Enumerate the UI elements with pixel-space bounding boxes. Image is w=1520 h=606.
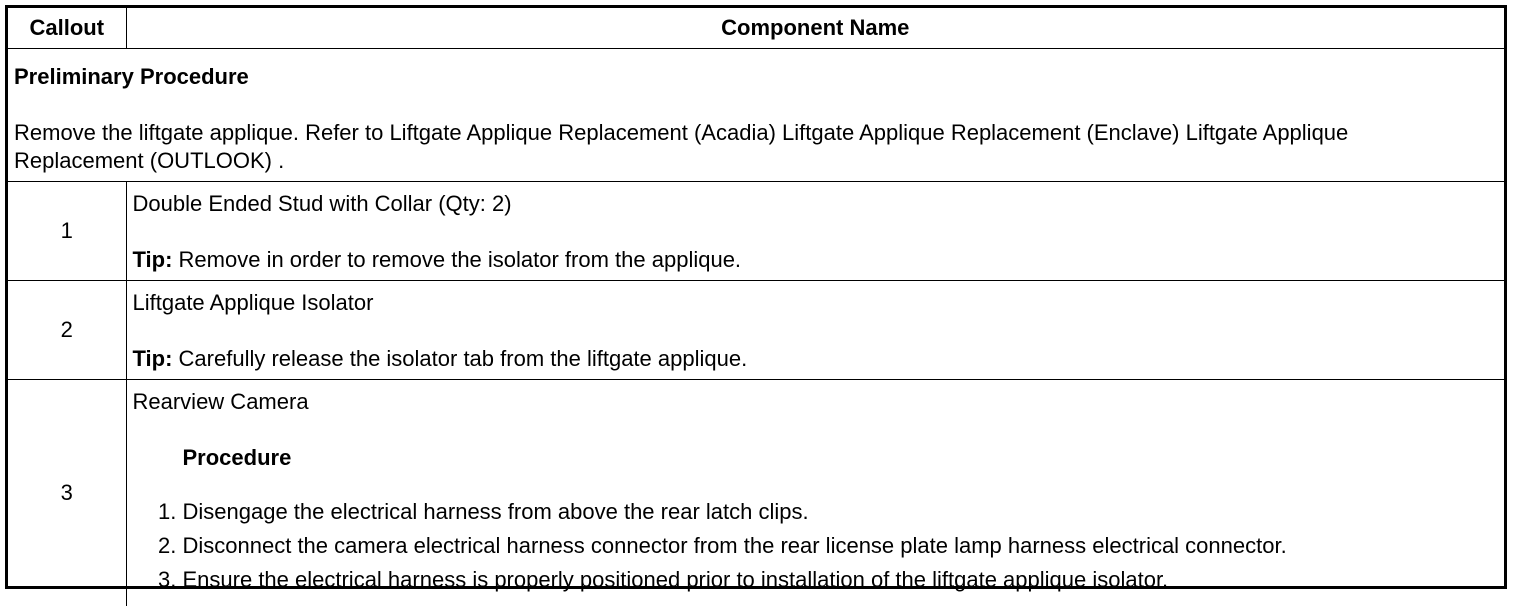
tip-text (133, 345, 1499, 373)
tip-label: Tip: (133, 247, 173, 272)
preliminary-text: Remove the liftgate applique. Refer to Liftgate Applique Replacement (Acadia) Liftgate Applique Replacement (Enclave) Liftgate Applique Replacement (OUTLOOK) . (14, 119, 1498, 175)
preliminary-row (8, 49, 1504, 182)
component-name: Rearview Camera (133, 388, 1499, 416)
callout-number: 1 (8, 182, 126, 281)
component-cell (126, 182, 1504, 281)
table-row (8, 380, 1504, 606)
tip-body: Remove in order to remove the isolator from the applique. (172, 247, 741, 272)
component-name: Liftgate Applique Isolator (133, 289, 1499, 317)
preliminary-cell (8, 49, 1504, 182)
preliminary-heading: Preliminary Procedure (14, 63, 1498, 91)
tip-body: Carefully release the isolator tab from the liftgate applique. (172, 346, 747, 371)
procedure-heading: Procedure (183, 444, 1499, 472)
component-cell (126, 281, 1504, 380)
procedure-step: 1. Disengage the electrical harness from above the rear latch clips. (183, 498, 1499, 526)
tip-text (133, 246, 1499, 274)
header-component-name: Component Name (126, 8, 1504, 49)
callout-number: 2 (8, 281, 126, 380)
procedure-steps (133, 498, 1499, 594)
component-table-frame (5, 5, 1507, 589)
table-header-row (8, 8, 1504, 49)
procedure-step: 2. Disconnect the camera electrical harness connector from the rear license plate lamp harness electrical connector. (183, 532, 1499, 560)
table-row (8, 182, 1504, 281)
component-name: Double Ended Stud with Collar (Qty: 2) (133, 190, 1499, 218)
callout-number: 3 (8, 380, 126, 606)
component-table (8, 8, 1504, 606)
table-row (8, 281, 1504, 380)
procedure-step: 3. Ensure the electrical harness is properly positioned prior to installation of the liftgate applique isolator. (183, 566, 1499, 594)
component-cell (126, 380, 1504, 606)
tip-label: Tip: (133, 346, 173, 371)
header-callout: Callout (8, 8, 126, 49)
